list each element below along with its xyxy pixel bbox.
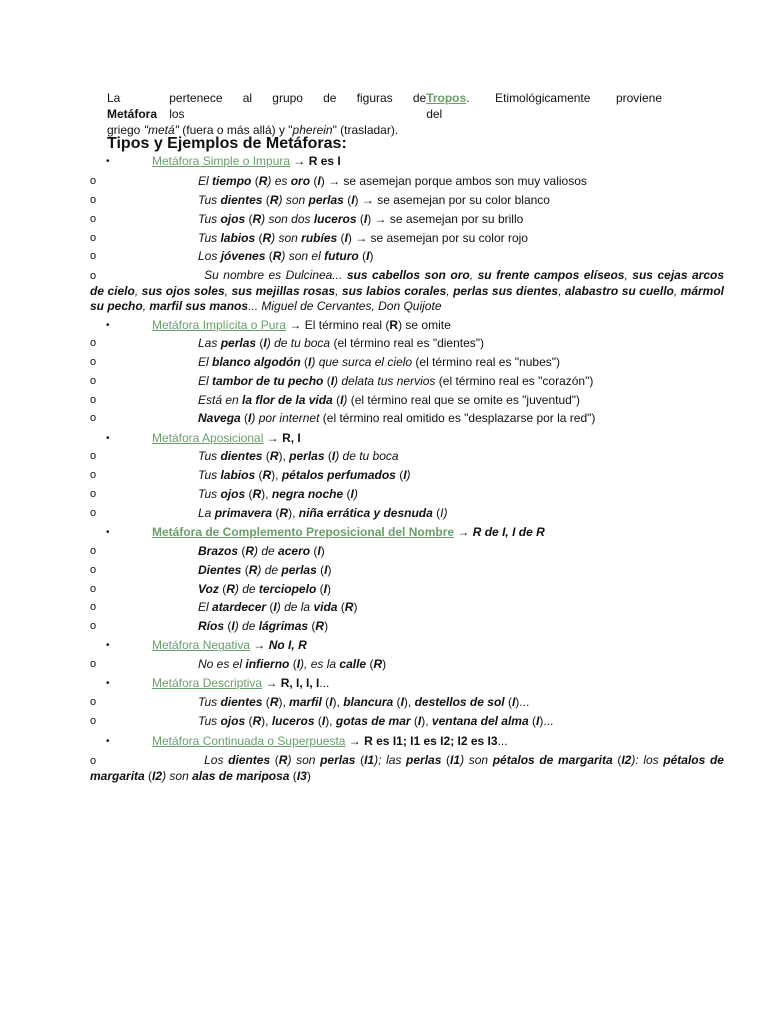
intro-line-2: griego "metá" (fuera o más allá) y "pherein" (trasladar). [107, 123, 399, 137]
circle-mark: o [90, 194, 97, 206]
continuada-example: o Los dientes (R) son perlas (I1); las perlas (I1) son pétalos de margarita (I2): los pétalos de margarita (I2) son alas de mariposa (I3) [90, 753, 724, 783]
negativa-link[interactable]: Metáfora Negativa [152, 638, 251, 652]
circle-mark: o [90, 545, 97, 557]
circle-mark: o [90, 250, 97, 262]
bullet-mark: • [106, 640, 110, 651]
circle-mark: o [90, 583, 97, 595]
circle-mark: o [90, 270, 97, 282]
circle-mark: o [90, 356, 97, 368]
bullet-mark: • [106, 433, 110, 444]
implicita-link[interactable]: Metáfora Implícita o Pura [152, 318, 287, 332]
simple-link[interactable]: Metáfora Simple o Impura [152, 154, 291, 168]
document-page: La Metáfora pertenece al grupo de figuras de los Tropos. Etimológicamente proviene del griego "metá" (fuera o más allá) y "pherein" (trasladar). Tipos y Ejemplos de Metáforas: • Metáfora Simple o Impura → R es I o El tiempo (R) es oro (I) → se asemejan porque ambos son muy valiosos o Tus dientes (R) son perlas (I) → se asemejan por su color blanco o Tus ojos (R) son dos luceros (I) → se asemejan por su brillo o Tus labios (R) son rubíes (I) → se asemejan por su color rojo o Los jóvenes (R) son el futuro (I) o Su nombre es Dulcinea... sus cabellos son oro, su frente campos elíseos, sus cejas arcos de cielo, sus ojos soles, sus mejillas rosas, sus labios corales, perlas sus dientes, alabastro su cuello, mármol su pecho, marfil sus manos... Miguel de Cervantes, Don Quijote • Metáfora Implícita o Pura → El término real (R) se omite o Las perlas (I) de tu boca (el término real es "dientes") o El blanco algodón (I) que surca el cielo (el término real es "nubes") o El tambor de tu pecho (I) delata tus nervios (el término real es "corazón") o Está en la flor de la vida (I) (el término real que se omite es "juventud") o Navega (I) por internet (el término real omitido es "desplazarse por la red") • Metáfora Aposicional → R, I o Tus dientes (R), perlas (I) de tu boca o Tus labios (R), pétalos perfumados (I) o Tus ojos (R), negra noche (I) o La primavera (R), niña errática y desnuda (I) • Metáfora de Complemento Preposicional del Nombre → R de I, I de R o Brazos (R) de acero (I) o Dientes (R) de perlas (I) o Voz (R) de terciopelo (I) o El atardecer (I) de la vida (R) o Ríos (I) de lágrimas (R) • Metáfora Negativa → No I, R o No es el infierno (I), es la calle (R) • Metáfora Descriptiva → R, I, I, I... o Tus dientes (R), marfil (I), blancura (I), destellos de sol (I)... o Tus ojos (R), luceros (I), gotas de mar (I), ventana del alma (I)... • Metáfora Continuada o Superpuesta → R es I1; I1 es I2; I2 es I3... o Los dientes (R) son perlas (I1); las perlas (I1) son pétalos de margarita (I2): los pétalos de margarita (I2) son alas de mariposa (I3) [90, 91, 725, 783]
circle-mark: o [90, 507, 97, 519]
bullet-mark: • [106, 527, 110, 538]
intro-text: pertenece al grupo de figuras de los [169, 91, 427, 121]
tropos-link[interactable]: Tropos [426, 91, 467, 105]
intro-text: . Etimológicamente proviene del [426, 91, 662, 121]
intro-text: La [107, 91, 121, 105]
cervantes-quote: o Su nombre es Dulcinea... sus cabellos son oro, su frente campos elíseos, sus cejas arcos de cielo, sus ojos soles, sus mejillas rosas, sus labios corales, perlas sus dientes, alabastro su cuello, mármol su pecho, marfil sus manos... Miguel de Cervantes, Don Quijote [90, 268, 725, 313]
circle-mark: o [90, 488, 97, 500]
circle-mark: o [90, 375, 97, 387]
circle-mark: o [90, 337, 97, 349]
intro-line-1 [107, 90, 662, 122]
bullet-mark: • [106, 678, 110, 689]
circle-mark: o [90, 715, 97, 727]
circle-mark: o [90, 175, 97, 187]
continuada-link[interactable]: Metáfora Continuada o Superpuesta [152, 734, 346, 748]
formula: → R es I [290, 154, 341, 168]
circle-mark: o [90, 658, 97, 670]
bullet-mark: • [106, 736, 110, 747]
term-metafora: Metáfora [107, 107, 158, 121]
bullet-mark: • [106, 156, 110, 167]
circle-mark: o [90, 564, 97, 576]
circle-mark: o [90, 620, 97, 632]
bullet-mark: • [106, 320, 110, 331]
descriptiva-link[interactable]: Metáfora Descriptiva [152, 676, 263, 690]
section-heading: Tipos y Ejemplos de Metáforas: [107, 135, 347, 152]
circle-mark: o [90, 412, 97, 424]
circle-mark: o [90, 696, 97, 708]
circle-mark: o [90, 450, 97, 462]
aposicional-link[interactable]: Metáfora Aposicional [152, 431, 264, 445]
circle-mark: o [90, 601, 97, 613]
circle-mark: o [90, 394, 97, 406]
circle-mark: o [90, 213, 97, 225]
circle-mark: o [90, 232, 97, 244]
circle-mark: o [90, 755, 97, 767]
intro-paragraph [107, 90, 662, 138]
complemento-link[interactable]: Metáfora de Complemento Preposicional del Nombre [152, 525, 455, 539]
circle-mark: o [90, 469, 97, 481]
